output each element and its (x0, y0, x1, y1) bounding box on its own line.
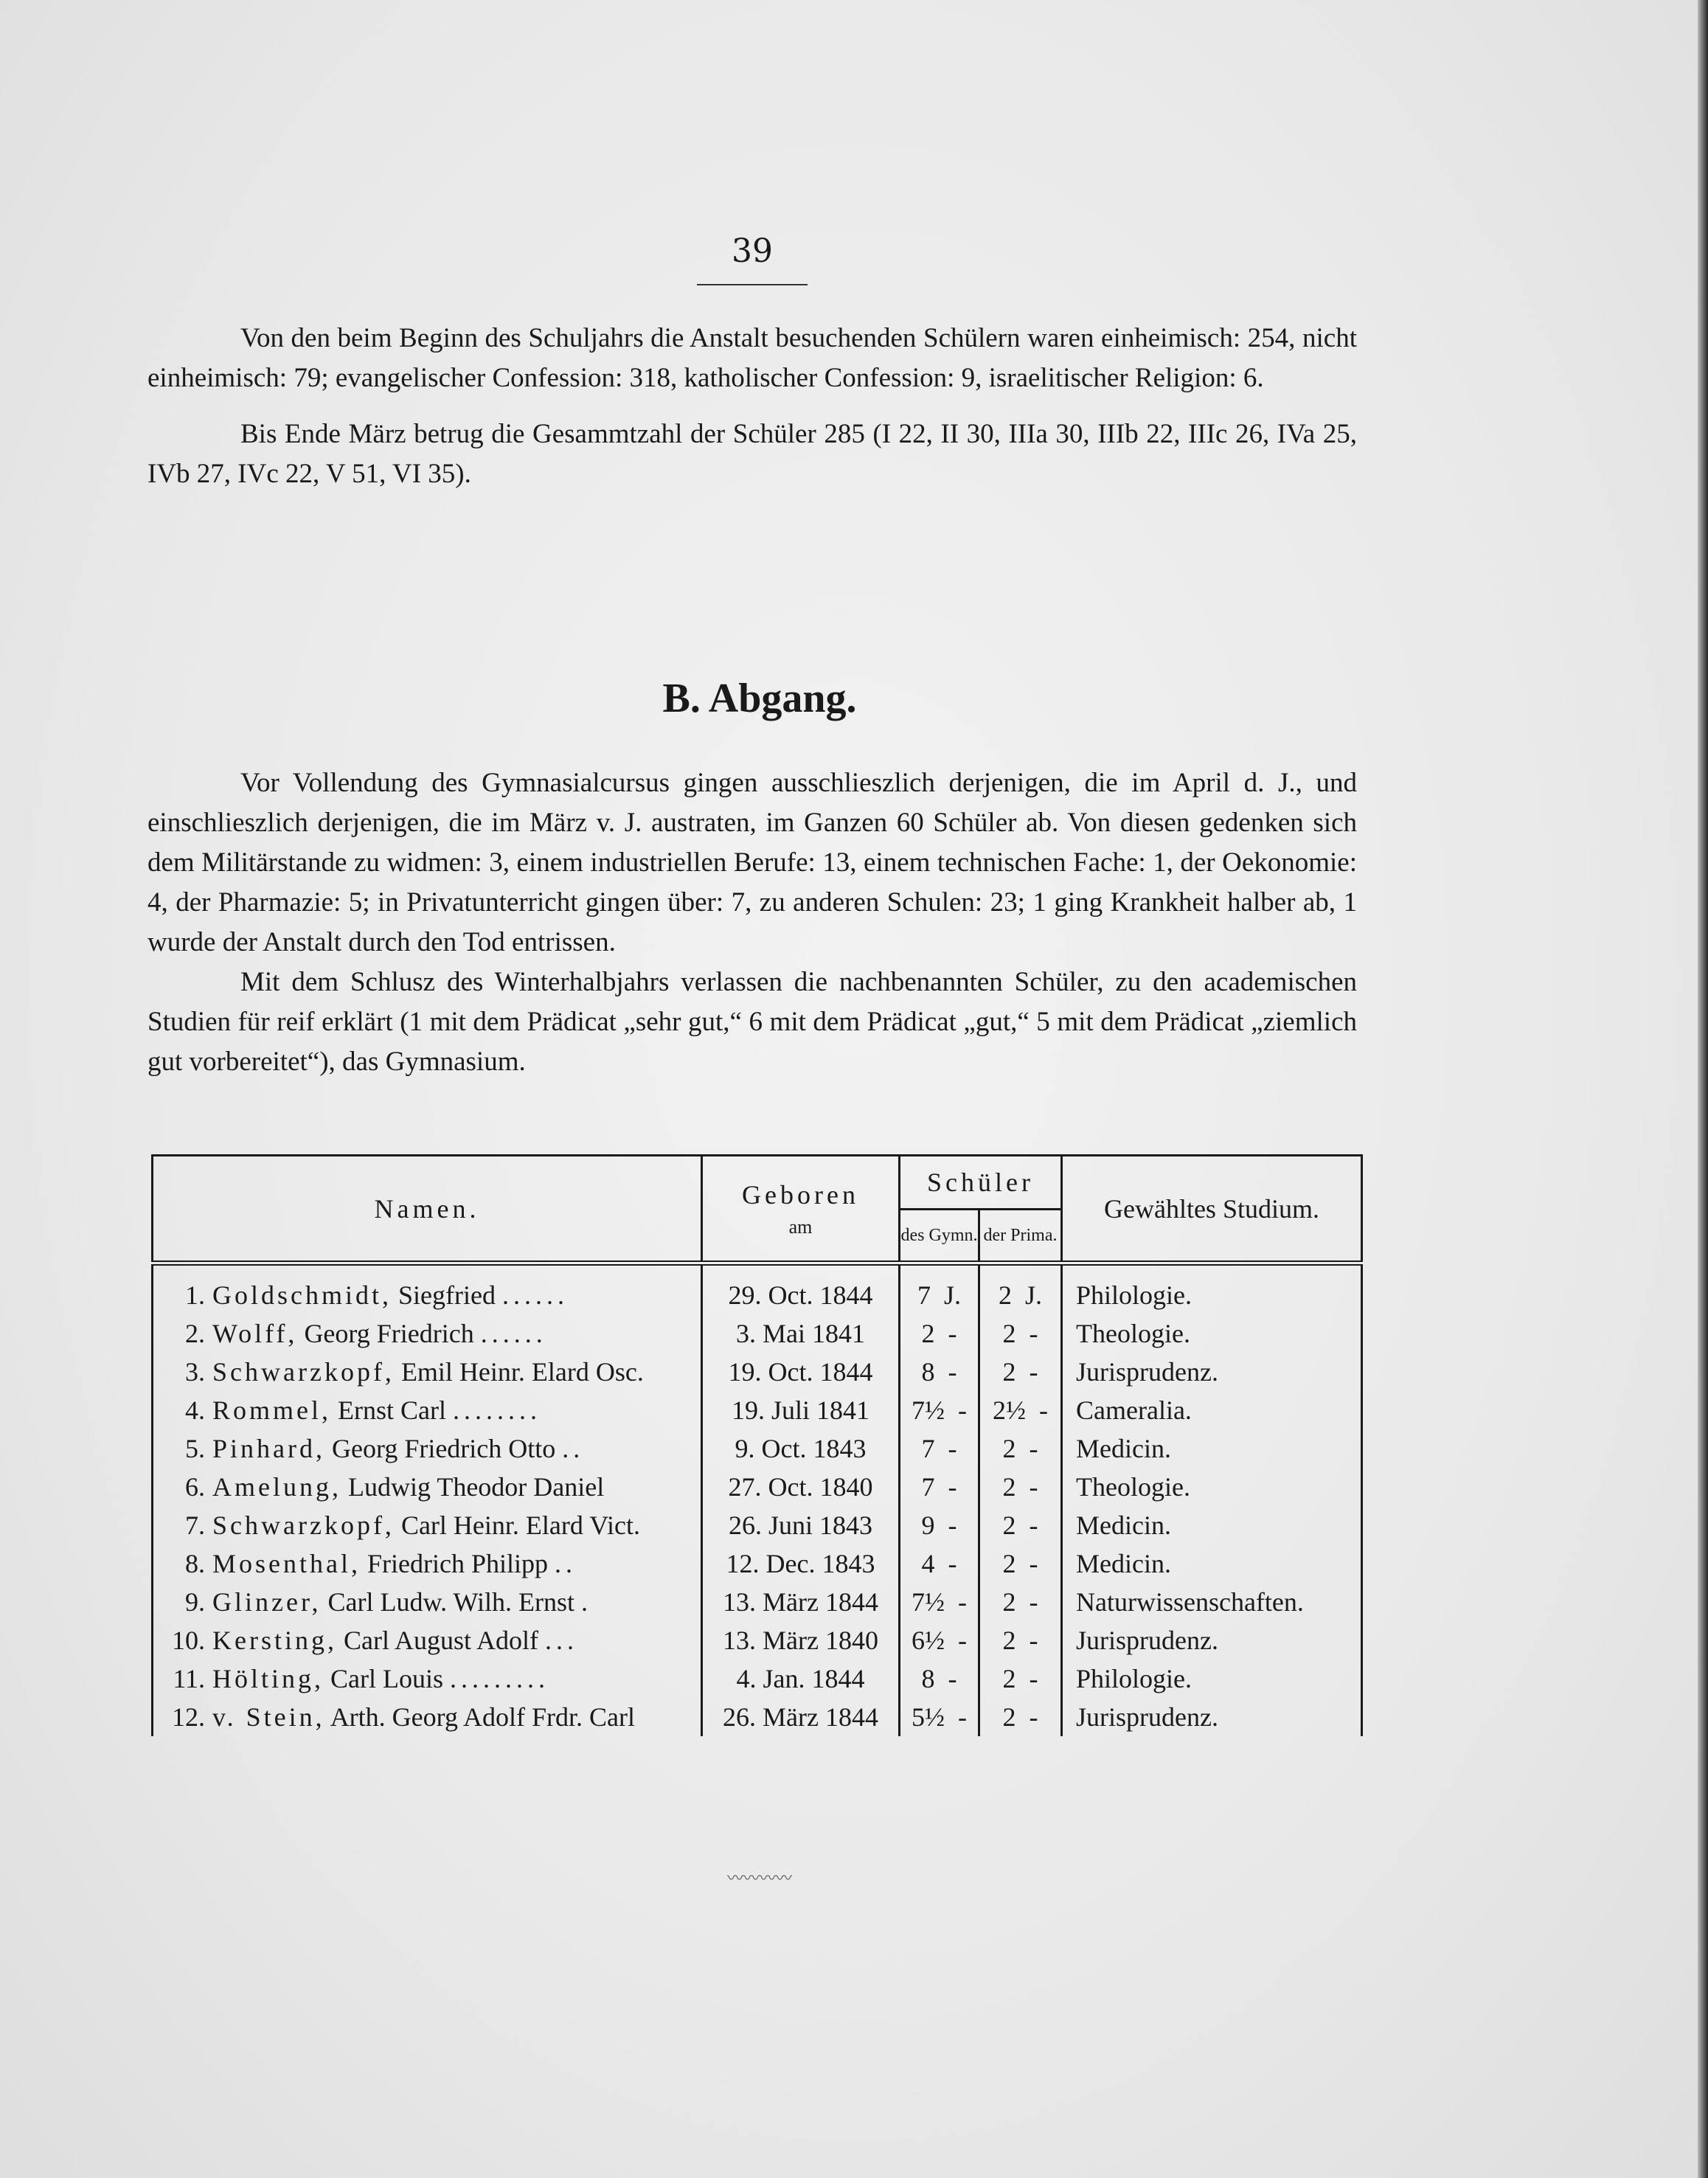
row-number: 3. (185, 1357, 205, 1387)
chosen-study: Jurisprudenz. (1062, 1621, 1362, 1659)
given-names: Carl August Adolf (343, 1626, 538, 1655)
birth-date: 9. Oct. 1843 (702, 1429, 900, 1468)
birth-date: 26. Juni 1843 (702, 1506, 900, 1544)
years-gymnasium (900, 1314, 979, 1353)
gymn-value: 5½ (912, 1702, 945, 1732)
page-number: 39 (732, 232, 773, 270)
years-gymnasium (900, 1698, 979, 1736)
birth-date: 19. Juli 1841 (702, 1391, 900, 1429)
prima-value: 2 (1002, 1702, 1016, 1732)
years-gymnasium (900, 1353, 979, 1391)
birth-date: 27. Oct. 1840 (702, 1468, 900, 1506)
surname: Schwarzkopf, (212, 1511, 395, 1540)
row-number: 8. (185, 1549, 205, 1578)
prima-unit: - (1029, 1357, 1038, 1387)
name-cell (153, 1391, 702, 1429)
table-row (153, 1263, 1362, 1315)
years-prima (979, 1621, 1062, 1659)
prima-unit: - (1029, 1511, 1038, 1540)
prima-unit: - (1029, 1626, 1038, 1655)
chosen-study: Cameralia. (1062, 1391, 1362, 1429)
prima-value: 2 (998, 1280, 1012, 1310)
chosen-study: Philologie. (1062, 1263, 1362, 1315)
birth-date: 13. März 1844 (702, 1583, 900, 1621)
years-prima (979, 1583, 1062, 1621)
given-names: Ludwig Theodor Daniel (347, 1472, 605, 1502)
chosen-study: Theologie. (1062, 1314, 1362, 1353)
table-row (153, 1621, 1362, 1659)
name-cell (153, 1506, 702, 1544)
leader-dots: .. (554, 1549, 577, 1578)
given-names: Friedrich Philipp (367, 1549, 548, 1578)
chosen-study: Jurisprudenz. (1062, 1698, 1362, 1736)
given-names: Ernst Carl (338, 1395, 446, 1425)
table-row (153, 1659, 1362, 1698)
gymn-unit: - (958, 1626, 967, 1655)
row-number: 4. (185, 1395, 205, 1425)
prima-unit: J. (1024, 1280, 1042, 1310)
header-study: Gewähltes Studium. (1062, 1156, 1362, 1263)
years-gymnasium (900, 1429, 979, 1468)
given-names: Georg Friedrich (304, 1319, 474, 1348)
given-names: Arth. Georg Adolf Frdr. Carl (330, 1702, 635, 1732)
birth-date: 29. Oct. 1844 (702, 1263, 900, 1315)
gymn-value: 7½ (912, 1587, 945, 1617)
paragraph-enrollment: Von den beim Beginn des Schuljahrs die Anstalt besuchenden Schülern waren einheimisch: 254, nicht einheimisch: 79; evangelischer Confession: 318, katholischer Confession: 9, israelitischer Religion: 6. (147, 323, 1357, 393)
years-gymnasium (900, 1659, 979, 1698)
paragraph-total: Bis Ende März betrug die Gesammtzahl der Schüler 285 (I 22, II 30, IIIa 30, IIIb 22, IIIc 26, IVa 25, IVb 27, IVc 22, V 51, VI 35). (147, 419, 1357, 489)
table-row (153, 1429, 1362, 1468)
row-number: 10. (172, 1626, 205, 1655)
gymn-unit: J. (943, 1280, 961, 1310)
name-cell (153, 1698, 702, 1736)
prima-value: 2 (1002, 1434, 1016, 1463)
name-cell (153, 1353, 702, 1391)
gymn-unit: - (958, 1395, 967, 1425)
given-names: Siegfried (398, 1280, 496, 1310)
chosen-study: Medicin. (1062, 1544, 1362, 1583)
leader-dots: .. (562, 1434, 585, 1463)
gymn-unit: - (958, 1587, 967, 1617)
departure-text (147, 763, 1357, 1082)
table-row (153, 1314, 1362, 1353)
name-cell (153, 1544, 702, 1583)
gymn-unit: - (948, 1472, 957, 1502)
years-gymnasium (900, 1583, 979, 1621)
birth-date: 19. Oct. 1844 (702, 1353, 900, 1391)
birth-date: 26. März 1844 (702, 1698, 900, 1736)
years-prima (979, 1263, 1062, 1315)
surname: Pinhard, (212, 1434, 325, 1463)
section-heading: B. Abgang. (662, 676, 857, 721)
row-number: 1. (185, 1280, 205, 1310)
header-born (702, 1156, 900, 1263)
gymn-unit: - (948, 1664, 957, 1693)
gymn-value: 8 (921, 1664, 935, 1693)
surname: Hölting, (212, 1664, 324, 1693)
prima-value: 2 (1002, 1549, 1016, 1578)
gymn-value: 7½ (912, 1395, 945, 1425)
intro-text (147, 319, 1357, 494)
chosen-study: Medicin. (1062, 1429, 1362, 1468)
header-names: Namen. (153, 1156, 702, 1263)
leader-dots: . (581, 1587, 593, 1617)
surname: Amelung, (212, 1472, 341, 1502)
birth-date: 3. Mai 1841 (702, 1314, 900, 1353)
prima-unit: - (1029, 1434, 1038, 1463)
gymn-value: 6½ (912, 1626, 945, 1655)
prima-value: 2 (1002, 1472, 1016, 1502)
header-born-sub: am (788, 1215, 813, 1238)
given-names: Carl Heinr. Elard Vict. (400, 1511, 641, 1540)
leader-dots: ........ (452, 1395, 541, 1425)
years-gymnasium (900, 1468, 979, 1506)
years-prima (979, 1468, 1062, 1506)
page-number-rule (697, 284, 808, 285)
leader-dots: ...... (501, 1280, 569, 1310)
name-cell (153, 1429, 702, 1468)
leader-dots: ... (545, 1626, 578, 1655)
prima-unit: - (1029, 1587, 1038, 1617)
prima-unit: - (1029, 1319, 1038, 1348)
surname: v. Stein, (212, 1702, 325, 1732)
surname: Mosenthal, (212, 1549, 361, 1578)
gymn-value: 2 (921, 1319, 935, 1348)
gymn-unit: - (948, 1357, 957, 1387)
row-number: 6. (185, 1472, 205, 1502)
row-number: 12. (172, 1702, 205, 1732)
years-prima (979, 1391, 1062, 1429)
prima-unit: - (1029, 1472, 1038, 1502)
table-row (153, 1583, 1362, 1621)
chosen-study: Theologie. (1062, 1468, 1362, 1506)
years-gymnasium (900, 1506, 979, 1544)
row-number: 2. (185, 1319, 205, 1348)
prima-value: 2 (1002, 1626, 1016, 1655)
table-row (153, 1544, 1362, 1583)
gymn-value: 7 (917, 1280, 931, 1310)
birth-date: 4. Jan. 1844 (702, 1659, 900, 1698)
gymn-value: 7 (921, 1472, 935, 1502)
gymn-value: 4 (921, 1549, 935, 1578)
years-gymnasium (900, 1263, 979, 1315)
surname: Rommel, (212, 1395, 331, 1425)
prima-value: 2 (1002, 1587, 1016, 1617)
chosen-study: Jurisprudenz. (1062, 1353, 1362, 1391)
header-prima: der Prima. (979, 1210, 1062, 1263)
prima-unit: - (1029, 1702, 1038, 1732)
gymn-unit: - (948, 1511, 957, 1540)
prima-value: 2 (1002, 1319, 1016, 1348)
name-cell (153, 1583, 702, 1621)
row-number: 7. (185, 1511, 205, 1540)
surname: Schwarzkopf, (212, 1357, 395, 1387)
years-gymnasium (900, 1391, 979, 1429)
paragraph-graduates: Mit dem Schlusz des Winterhalbjahrs verlassen die nachbenannten Schüler, zu den academischen Studien für reif erklärt (1 mit dem Prädicat „sehr gut,“ 6 mit dem Prädicat „gut,“ 5 mit dem Prädicat „ziemlich gut vorbereitet“), das Gymnasium. (147, 967, 1357, 1077)
surname: Goldschmidt, (212, 1280, 392, 1310)
gymn-unit: - (958, 1702, 967, 1732)
table-row (153, 1468, 1362, 1506)
birth-date: 13. März 1840 (702, 1621, 900, 1659)
years-prima (979, 1314, 1062, 1353)
prima-value: 2 (1002, 1357, 1016, 1387)
given-names: Georg Friedrich Otto (332, 1434, 556, 1463)
row-number: 11. (173, 1664, 205, 1693)
surname: Wolff, (212, 1319, 298, 1348)
gymn-unit: - (948, 1549, 957, 1578)
gymn-value: 7 (921, 1434, 935, 1463)
prima-value: 2 (1002, 1664, 1016, 1693)
years-prima (979, 1698, 1062, 1736)
prima-unit: - (1029, 1664, 1038, 1693)
surname: Kersting, (212, 1626, 337, 1655)
gymn-value: 9 (921, 1511, 935, 1540)
given-names: Carl Ludw. Wilh. Ernst (327, 1587, 575, 1617)
table-row (153, 1353, 1362, 1391)
birth-date: 12. Dec. 1843 (702, 1544, 900, 1583)
end-ornament: 〰〰〰〰 (726, 1870, 792, 1888)
gymn-unit: - (948, 1319, 957, 1348)
table-row (153, 1391, 1362, 1429)
row-number: 5. (185, 1434, 205, 1463)
prima-value: 2½ (993, 1395, 1026, 1425)
table-row (153, 1506, 1362, 1544)
gymn-unit: - (948, 1434, 957, 1463)
prima-unit: - (1039, 1395, 1048, 1425)
surname: Glinzer, (212, 1587, 322, 1617)
years-prima (979, 1506, 1062, 1544)
header-pupil: Schüler (900, 1156, 1062, 1210)
chosen-study: Medicin. (1062, 1506, 1362, 1544)
leader-dots: ...... (480, 1319, 547, 1348)
paragraph-departures: Vor Vollendung des Gymnasialcursus gingen ausschlieszlich derjenigen, die im April d. J., und einschlieszlich derjenigen, die im März v. J. austraten, im Ganzen 60 Schüler ab. Von diesen gedenken sich dem Militärstande zu widmen: 3, einem industriellen Berufe: 13, einem technischen Fache: 1, der Oekonomie: 4, der Pharmazie: 5; in Privatunterricht gingen über: 7, zu anderen Schulen: 23; 1 ging Krankheit halber ab, 1 wurde der Anstalt durch den Tod entrissen. (147, 768, 1357, 957)
page-edge-shadow (1698, 0, 1708, 2178)
given-names: Emil Heinr. Elard Osc. (400, 1357, 644, 1387)
name-cell (153, 1314, 702, 1353)
name-cell (153, 1468, 702, 1506)
name-cell (153, 1621, 702, 1659)
name-cell (153, 1659, 702, 1698)
given-names: Carl Louis (330, 1664, 443, 1693)
name-cell (153, 1263, 702, 1315)
prima-unit: - (1029, 1549, 1038, 1578)
header-gymn: des Gymn. (900, 1210, 979, 1263)
years-gymnasium (900, 1544, 979, 1583)
chosen-study: Philologie. (1062, 1659, 1362, 1698)
row-number: 9. (185, 1587, 205, 1617)
table-row (153, 1698, 1362, 1736)
gymn-value: 8 (921, 1357, 935, 1387)
chosen-study: Naturwissenschaften. (1062, 1583, 1362, 1621)
years-prima (979, 1429, 1062, 1468)
years-prima (979, 1353, 1062, 1391)
graduates-table (151, 1154, 1361, 1736)
years-prima (979, 1659, 1062, 1698)
header-born-label: Geboren (742, 1179, 859, 1210)
prima-value: 2 (1002, 1511, 1016, 1540)
years-prima (979, 1544, 1062, 1583)
years-gymnasium (900, 1621, 979, 1659)
leader-dots: ......... (450, 1664, 549, 1693)
